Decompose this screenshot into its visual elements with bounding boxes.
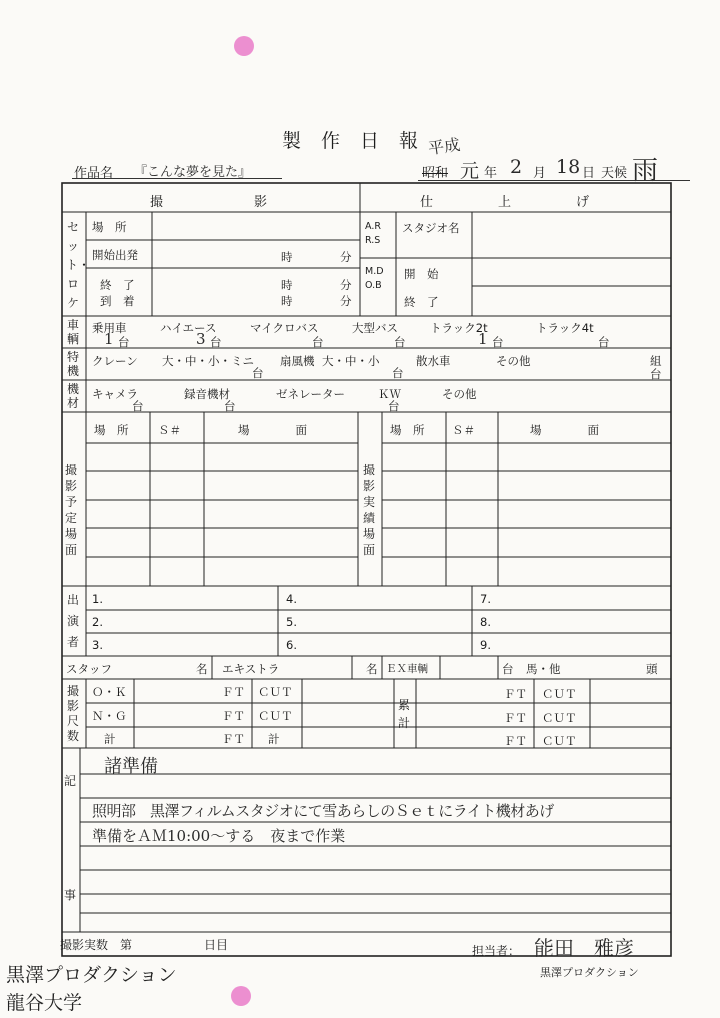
cast-8: 8.	[480, 615, 491, 629]
hiace-unit: 台	[210, 335, 222, 349]
cum-ft-2: ＦＴ	[504, 711, 527, 725]
ok-label: Ｏ・Ｋ	[92, 685, 127, 699]
cast-5: 5.	[286, 615, 297, 629]
fan-sizes: 大・中・小	[322, 354, 380, 368]
day-unit: 日	[582, 166, 596, 181]
actual-scenes-label: 撮影実績場面	[362, 463, 375, 557]
start-departure-label: 開始出発	[92, 248, 138, 262]
vehicle-truck4t: トラック4t	[536, 321, 594, 335]
credit-production: 黒澤プロダクション	[6, 964, 177, 986]
generator-label: ゼネレーター	[276, 387, 345, 401]
month-unit: 月	[533, 166, 547, 181]
day-value: 18	[556, 156, 581, 178]
ex-vehicle-unit: 台	[502, 662, 514, 676]
fun-label-1: 分	[340, 250, 352, 264]
kaishi-label: 開 始	[404, 267, 439, 281]
horse-unit: 頭	[646, 662, 658, 676]
md-ob-label: M.D O.B	[365, 266, 384, 291]
fun-label-3: 分	[340, 294, 352, 308]
cum-cut-1: ＣＵＴ	[542, 687, 577, 701]
sound-label: 録音機材	[184, 387, 230, 401]
ok-ft: ＦＴ	[222, 685, 245, 699]
cumulative-label: 累計	[397, 698, 410, 730]
bus-unit: 台	[394, 335, 406, 349]
planned-col-scene: 場 面	[238, 423, 307, 437]
hiace-count: 3	[196, 330, 206, 348]
cum-cut-3: ＣＵＴ	[542, 734, 577, 748]
shuryo-label: 終 了	[404, 295, 439, 309]
total-ft: ＦＴ	[222, 732, 245, 746]
fun-label-2: 分	[340, 278, 352, 292]
ng-label: Ｎ・Ｇ	[92, 709, 127, 723]
actual-col-scene: 場 面	[530, 423, 599, 437]
sedan-count: 1	[104, 330, 114, 348]
camera-unit: 台	[132, 399, 144, 413]
basho-label: 場 所	[92, 220, 127, 234]
ng-cut: ＣＵＴ	[258, 709, 293, 723]
extra-label: エキストラ	[222, 662, 280, 676]
special-other-label: その他	[496, 354, 531, 368]
person-label: 担当者：	[472, 944, 521, 958]
water-truck-label: 散水車	[416, 354, 451, 368]
notes-label-bottom: 事	[63, 888, 76, 902]
era-struck: 昭和	[422, 166, 449, 181]
cum-ft-1: ＦＴ	[504, 687, 527, 701]
staff-label: スタッフ	[66, 662, 112, 676]
ar-rs-label: A.R R.S	[365, 221, 381, 246]
arrival-label: 到 着	[100, 294, 135, 308]
end-label: 終 了	[100, 278, 135, 292]
weather-value: 雨	[632, 156, 659, 186]
microbus-unit: 台	[312, 335, 324, 349]
cast-7: 7.	[480, 592, 491, 606]
month-value: 2	[510, 156, 523, 178]
ex-vehicle-label: ＥＸ車輌	[386, 663, 428, 675]
shooting-days-label: 撮影実数 第	[60, 938, 133, 952]
truck2t-unit: 台	[492, 335, 504, 349]
vehicle-truck2t: トラック2t	[430, 321, 488, 335]
credit-university: 龍谷大学	[6, 992, 83, 1014]
actual-col-s: Ｓ＃	[452, 423, 475, 437]
camera-label: キャメラ	[92, 387, 138, 401]
crane-unit: 台	[252, 366, 264, 380]
sedan-unit: 台	[118, 335, 130, 349]
era-handwritten: 平成	[426, 134, 462, 159]
set-loke-label: セット・ロケ	[66, 220, 91, 310]
form-title: 製作日報	[281, 130, 438, 152]
shiage-header: 仕 上 げ	[420, 195, 590, 210]
crane-sizes: 大・中・小・ミニ	[162, 354, 254, 368]
vehicle-microbus: マイクロバス	[250, 321, 319, 335]
kw-unit: 台	[388, 399, 400, 413]
person-name: 能田 雅彦	[534, 936, 634, 960]
vehicle-sedan: 乗用車	[92, 321, 127, 335]
ng-ft: ＦＴ	[222, 709, 245, 723]
extra-unit: 名	[366, 662, 378, 676]
year-value: 元	[460, 160, 480, 182]
footage-label: 撮影尺数	[66, 684, 79, 743]
note-line-1: 諸準備	[104, 756, 158, 777]
vehicle-bus: 大型バス	[352, 321, 398, 335]
planned-col-s: Ｓ＃	[158, 423, 181, 437]
fan-label: 扇風機	[280, 354, 315, 368]
cast-3: 3.	[92, 638, 103, 652]
satsuei-header: 撮 影	[150, 195, 268, 210]
cum-cut-2: ＣＵＴ	[542, 711, 577, 725]
horse-label: 馬・他	[526, 662, 561, 676]
equipment-label: 機材	[66, 382, 79, 410]
planned-scenes-label: 撮影予定場面	[64, 463, 77, 557]
note-line-3: 準備をＡＭ10:00～する 夜まで作業	[92, 827, 346, 845]
equipment-other-label: その他	[442, 387, 477, 401]
special-set-unit: 組	[650, 354, 662, 368]
total-kei: 計	[268, 732, 280, 746]
fan-unit: 台	[392, 366, 404, 380]
total-label: 計	[104, 732, 116, 746]
cast-6: 6.	[286, 638, 297, 652]
sound-unit: 台	[224, 399, 236, 413]
year-unit: 年	[484, 166, 498, 181]
actual-col-place: 場 所	[390, 423, 425, 437]
cast-9: 9.	[480, 638, 491, 652]
crane-label: クレーン	[92, 354, 138, 368]
staff-unit: 名	[196, 662, 208, 676]
vehicle-hiace: ハイエース	[160, 321, 217, 335]
cast-2: 2.	[92, 615, 103, 629]
cast-label: 出演者	[66, 593, 79, 649]
weather-label: 天候	[601, 166, 628, 181]
planned-col-place: 場 所	[94, 423, 129, 437]
ji-label-3: 時	[281, 294, 293, 308]
ok-cut: ＣＵＴ	[258, 685, 293, 699]
notes-label-top: 記	[63, 774, 76, 788]
special-other-unit: 台	[650, 367, 662, 381]
ji-label-2: 時	[281, 278, 293, 292]
note-line-2: 照明部 黒澤フィルムスタジオにて雪あらしのＳｅｔにライト機材あげ	[92, 802, 554, 820]
studio-name-label: スタジオ名	[402, 221, 460, 235]
kw-label: ＫＷ	[378, 387, 401, 401]
shooting-days-unit: 日目	[204, 938, 229, 952]
work-title: 『こんな夢を見た』	[134, 165, 252, 180]
cast-1: 1.	[92, 592, 103, 606]
cast-4: 4.	[286, 592, 297, 606]
truck4t-unit: 台	[598, 335, 610, 349]
ji-label-1: 時	[281, 250, 293, 264]
truck2t-count: 1	[478, 330, 488, 348]
cum-ft-3: ＦＴ	[504, 734, 527, 748]
special-label: 特機	[66, 350, 79, 378]
company-stamp: 黒澤プロダクション	[540, 966, 639, 979]
work-name-label: 作品名	[74, 166, 114, 181]
vehicle-label: 車輌	[66, 318, 79, 346]
